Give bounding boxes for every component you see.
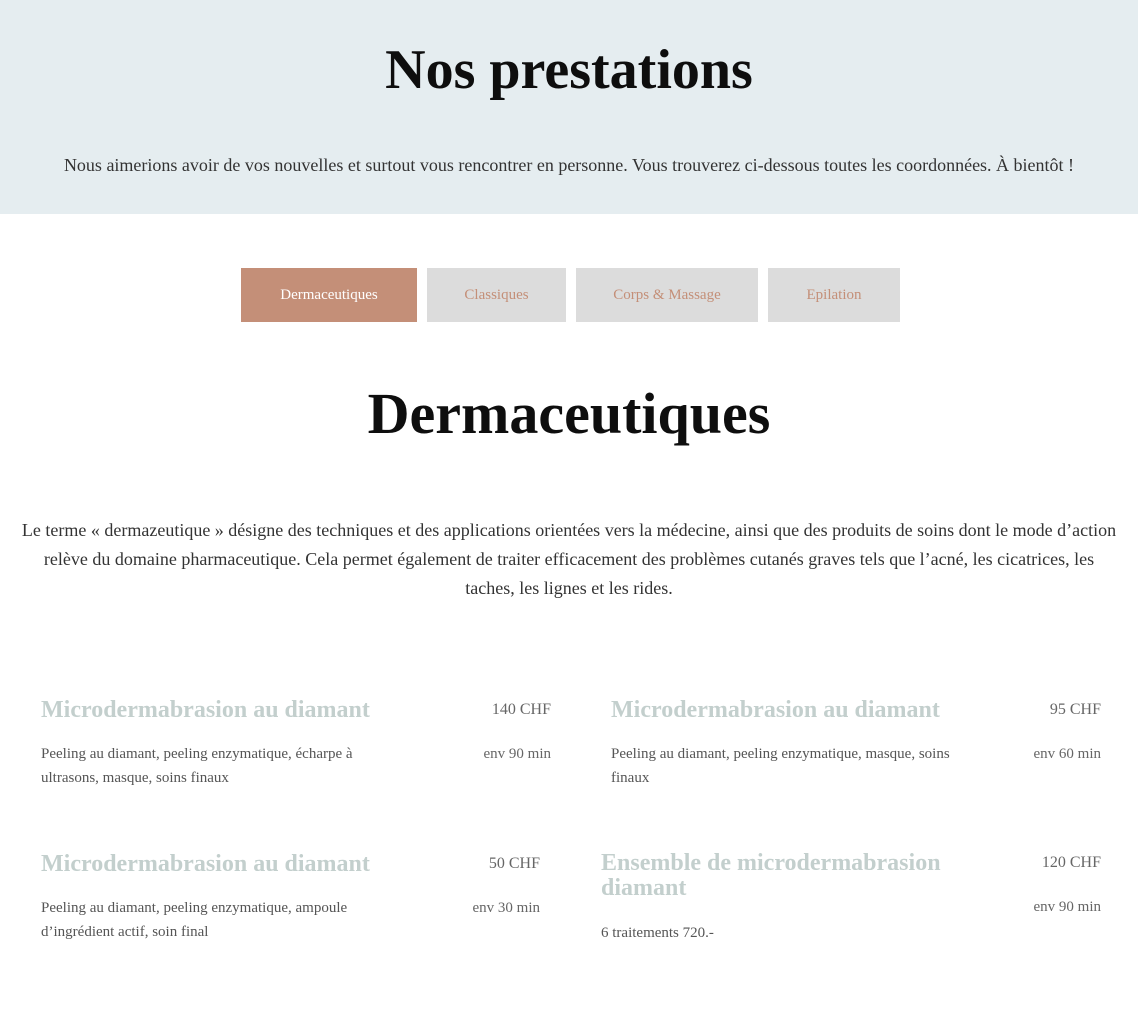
category-tabs (0, 268, 1138, 322)
service-duration: env 60 min (1033, 746, 1101, 762)
service-description: Peeling au diamant, peeling enzymatique, écharpe à ultrasons, masque, soins finaux (41, 746, 353, 786)
service-duration: env 30 min (472, 900, 540, 916)
page-subtitle: Nous aimerions avoir de vos nouvelles et surtout vous rencontrer en personne. Vous trouverez ci-dessous toutes les coordonnées. À bientôt ! (63, 155, 1075, 175)
service-price: 120 CHF (1041, 854, 1101, 871)
tab-corps-massage[interactable]: Corps & Massage (576, 268, 758, 322)
service-price: 140 CHF (491, 701, 551, 718)
section-title: Dermaceutiques (367, 381, 771, 446)
service-description: Peeling au diamant, peeling enzymatique, ampoule d’ingrédient actif, soin final (41, 900, 348, 940)
service-price: 50 CHF (488, 855, 540, 872)
service-card (601, 851, 1101, 951)
hero-banner (0, 0, 1138, 214)
service-name: Ensemble de microdermabrasion diamant (601, 850, 941, 901)
service-description: Peeling au diamant, peeling enzymatique, masque, soins finaux (611, 746, 950, 786)
service-duration: env 90 min (1033, 899, 1101, 915)
tab-classiques[interactable]: Classiques (427, 268, 566, 322)
tab-epilation[interactable]: Epilation (768, 268, 900, 322)
service-description: 6 traitements 720.- (601, 925, 714, 941)
service-duration: env 90 min (483, 746, 551, 762)
service-name: Microdermabrasion au diamant (41, 697, 370, 723)
page-title: Nos prestations (385, 39, 753, 101)
service-price: 95 CHF (1049, 701, 1101, 718)
section-description: Le terme « dermazeutique » désigne des techniques et des applications orientées vers la médecine, ainsi que des produits de soins dont le mode d’action relève du domaine pharmaceutique. Cela permet également de traiter efficacement des problèmes cutanés graves tels que l’acné, les cicatrices, les taches, les lignes et les rides. (21, 520, 1117, 598)
tab-dermaceutiques[interactable]: Dermaceutiques (241, 268, 417, 322)
service-name: Microdermabrasion au diamant (611, 697, 940, 723)
service-card (41, 698, 551, 798)
service-card (41, 852, 540, 952)
service-name: Microdermabrasion au diamant (41, 851, 370, 877)
service-card (611, 698, 1101, 798)
